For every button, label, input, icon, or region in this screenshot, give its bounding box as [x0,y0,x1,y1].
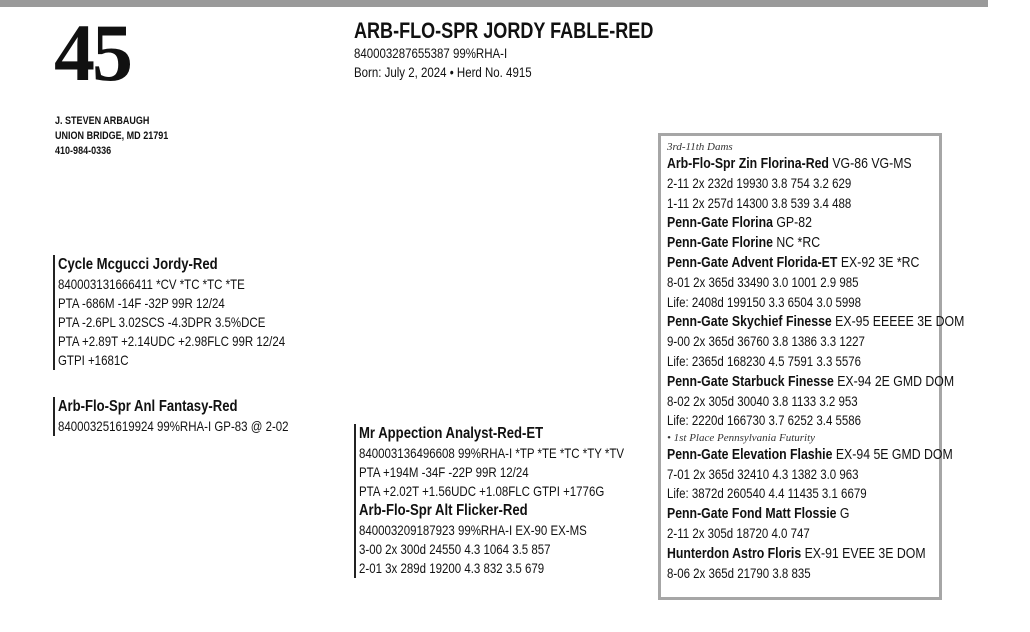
mgs-name: Mr Appection Analyst-Red-ET [359,425,544,442]
ancestor-dams-box [658,133,965,600]
breeder-name: J. STEVEN ARBAUGH [55,115,150,127]
sire-line: PTA -686M -14F -32P 99R 12/24 [58,295,225,311]
dam-entry-record: 8-01 2x 365d 33490 3.0 1001 2.9 985 [667,274,859,291]
dam-entry-name: Penn-Gate Elevation Flashie EX-94 5E GMD DOM [667,445,953,463]
dam-entry-name: Penn-Gate Starbuck Finesse EX-94 2E GMD DOM [667,372,955,390]
dam-entry-record: Life: 3872d 260540 4.4 11435 3.1 6679 [667,485,867,502]
dam-entry-name: Penn-Gate Advent Florida-ET EX-92 3E *RC [667,254,920,272]
dams-heading: 3rd-11th Dams [667,141,733,153]
mgd-name: Arb-Flo-Spr Alt Flicker-Red [359,502,528,519]
dam-entry-record: Life: 2408d 199150 3.3 6504 3.0 5998 [667,293,862,310]
dam-entry-record: 8-02 2x 305d 30040 3.8 1133 3.2 953 [667,392,858,409]
dam-entry-name: Penn-Gate Florina GP-82 [667,214,812,232]
dam-entry-record: Life: 2365d 168230 4.5 7591 3.3 5576 [667,352,862,369]
mgs-line: 840003136496608 99%RHA-I *TP *TE *TC *TY *TV [359,445,625,461]
breeder-phone: 410-984-0336 [55,145,112,157]
lot-number: 45 [54,7,130,98]
maternal-grandsire-block [354,424,682,578]
dam-name: Arb-Flo-Spr Anl Fantasy-Red [58,398,238,415]
animal-name: ARB-FLO-SPR JORDY FABLE-RED [354,18,654,43]
dam-entry-record: 2-11 2x 232d 19930 3.8 754 3.2 629 [667,175,852,191]
animal-born: Born: July 2, 2024 • Herd No. 4915 [354,64,532,80]
mgs-line: PTA +194M -34F -22P 99R 12/24 [359,464,529,480]
dam-line: 840003251619924 99%RHA-I GP-83 @ 2-02 [58,418,289,434]
top-rule [0,0,988,7]
dam-entry-record: 7-01 2x 365d 32410 4.3 1382 3.0 963 [667,465,859,482]
animal-header [354,18,719,82]
dam-block [53,397,339,436]
dam-entry-record: 1-11 2x 257d 14300 3.8 539 3.4 488 [667,194,852,211]
mgs-line: PTA +2.02T +1.56UDC +1.08FLC GTPI +1776G [359,483,605,499]
dam-entry-record: 8-06 2x 365d 21790 3.8 835 [667,564,811,581]
sire-block [53,255,335,370]
mgd-line: 2-01 3x 289d 19200 4.3 832 3.5 679 [359,560,545,576]
dam-entry-record: 2-11 2x 305d 18720 4.0 747 [667,524,810,541]
mgd-line: 3-00 2x 300d 24550 4.3 1064 3.5 857 [359,541,551,557]
dam-entry-name: Penn-Gate Skychief Finesse EX-95 EEEEE 3E DOM [667,313,965,331]
sire-line: PTA +2.89T +2.14UDC +2.98FLC 99R 12/24 [58,333,286,349]
dam-entry-record: 9-00 2x 365d 36760 3.8 1386 3.3 1227 [667,333,865,350]
dam-entry-name: Hunterdon Astro Floris EX-91 EVEE 3E DOM [667,544,926,562]
sire-line: PTA -2.6PL 3.02SCS -4.3DPR 3.5%DCE [58,314,266,330]
dam-entry-name: Penn-Gate Fond Matt Flossie G [667,504,850,522]
breeder-address: UNION BRIDGE, MD 21791 [55,130,169,142]
dam-entry-note: • 1st Place Pennsylvania Futurity [667,431,816,444]
mgd-line: 840003209187923 99%RHA-I EX-90 EX-MS [359,522,587,538]
animal-registration: 840003287655387 99%RHA-I [354,45,508,61]
sire-line: 840003131666411 *CV *TC *TC *TE [58,276,245,292]
dam-entry-name: Penn-Gate Florine NC *RC [667,234,821,252]
breeder-info [55,114,193,159]
dam-entry-name: Arb-Flo-Spr Zin Florina-Red VG-86 VG-MS [667,155,912,172]
sire-name: Cycle Mcgucci Jordy-Red [58,256,218,273]
dam-entry-record: Life: 2220d 166730 3.7 6252 3.4 5586 [667,412,862,429]
sire-line: GTPI +1681C [58,352,129,368]
